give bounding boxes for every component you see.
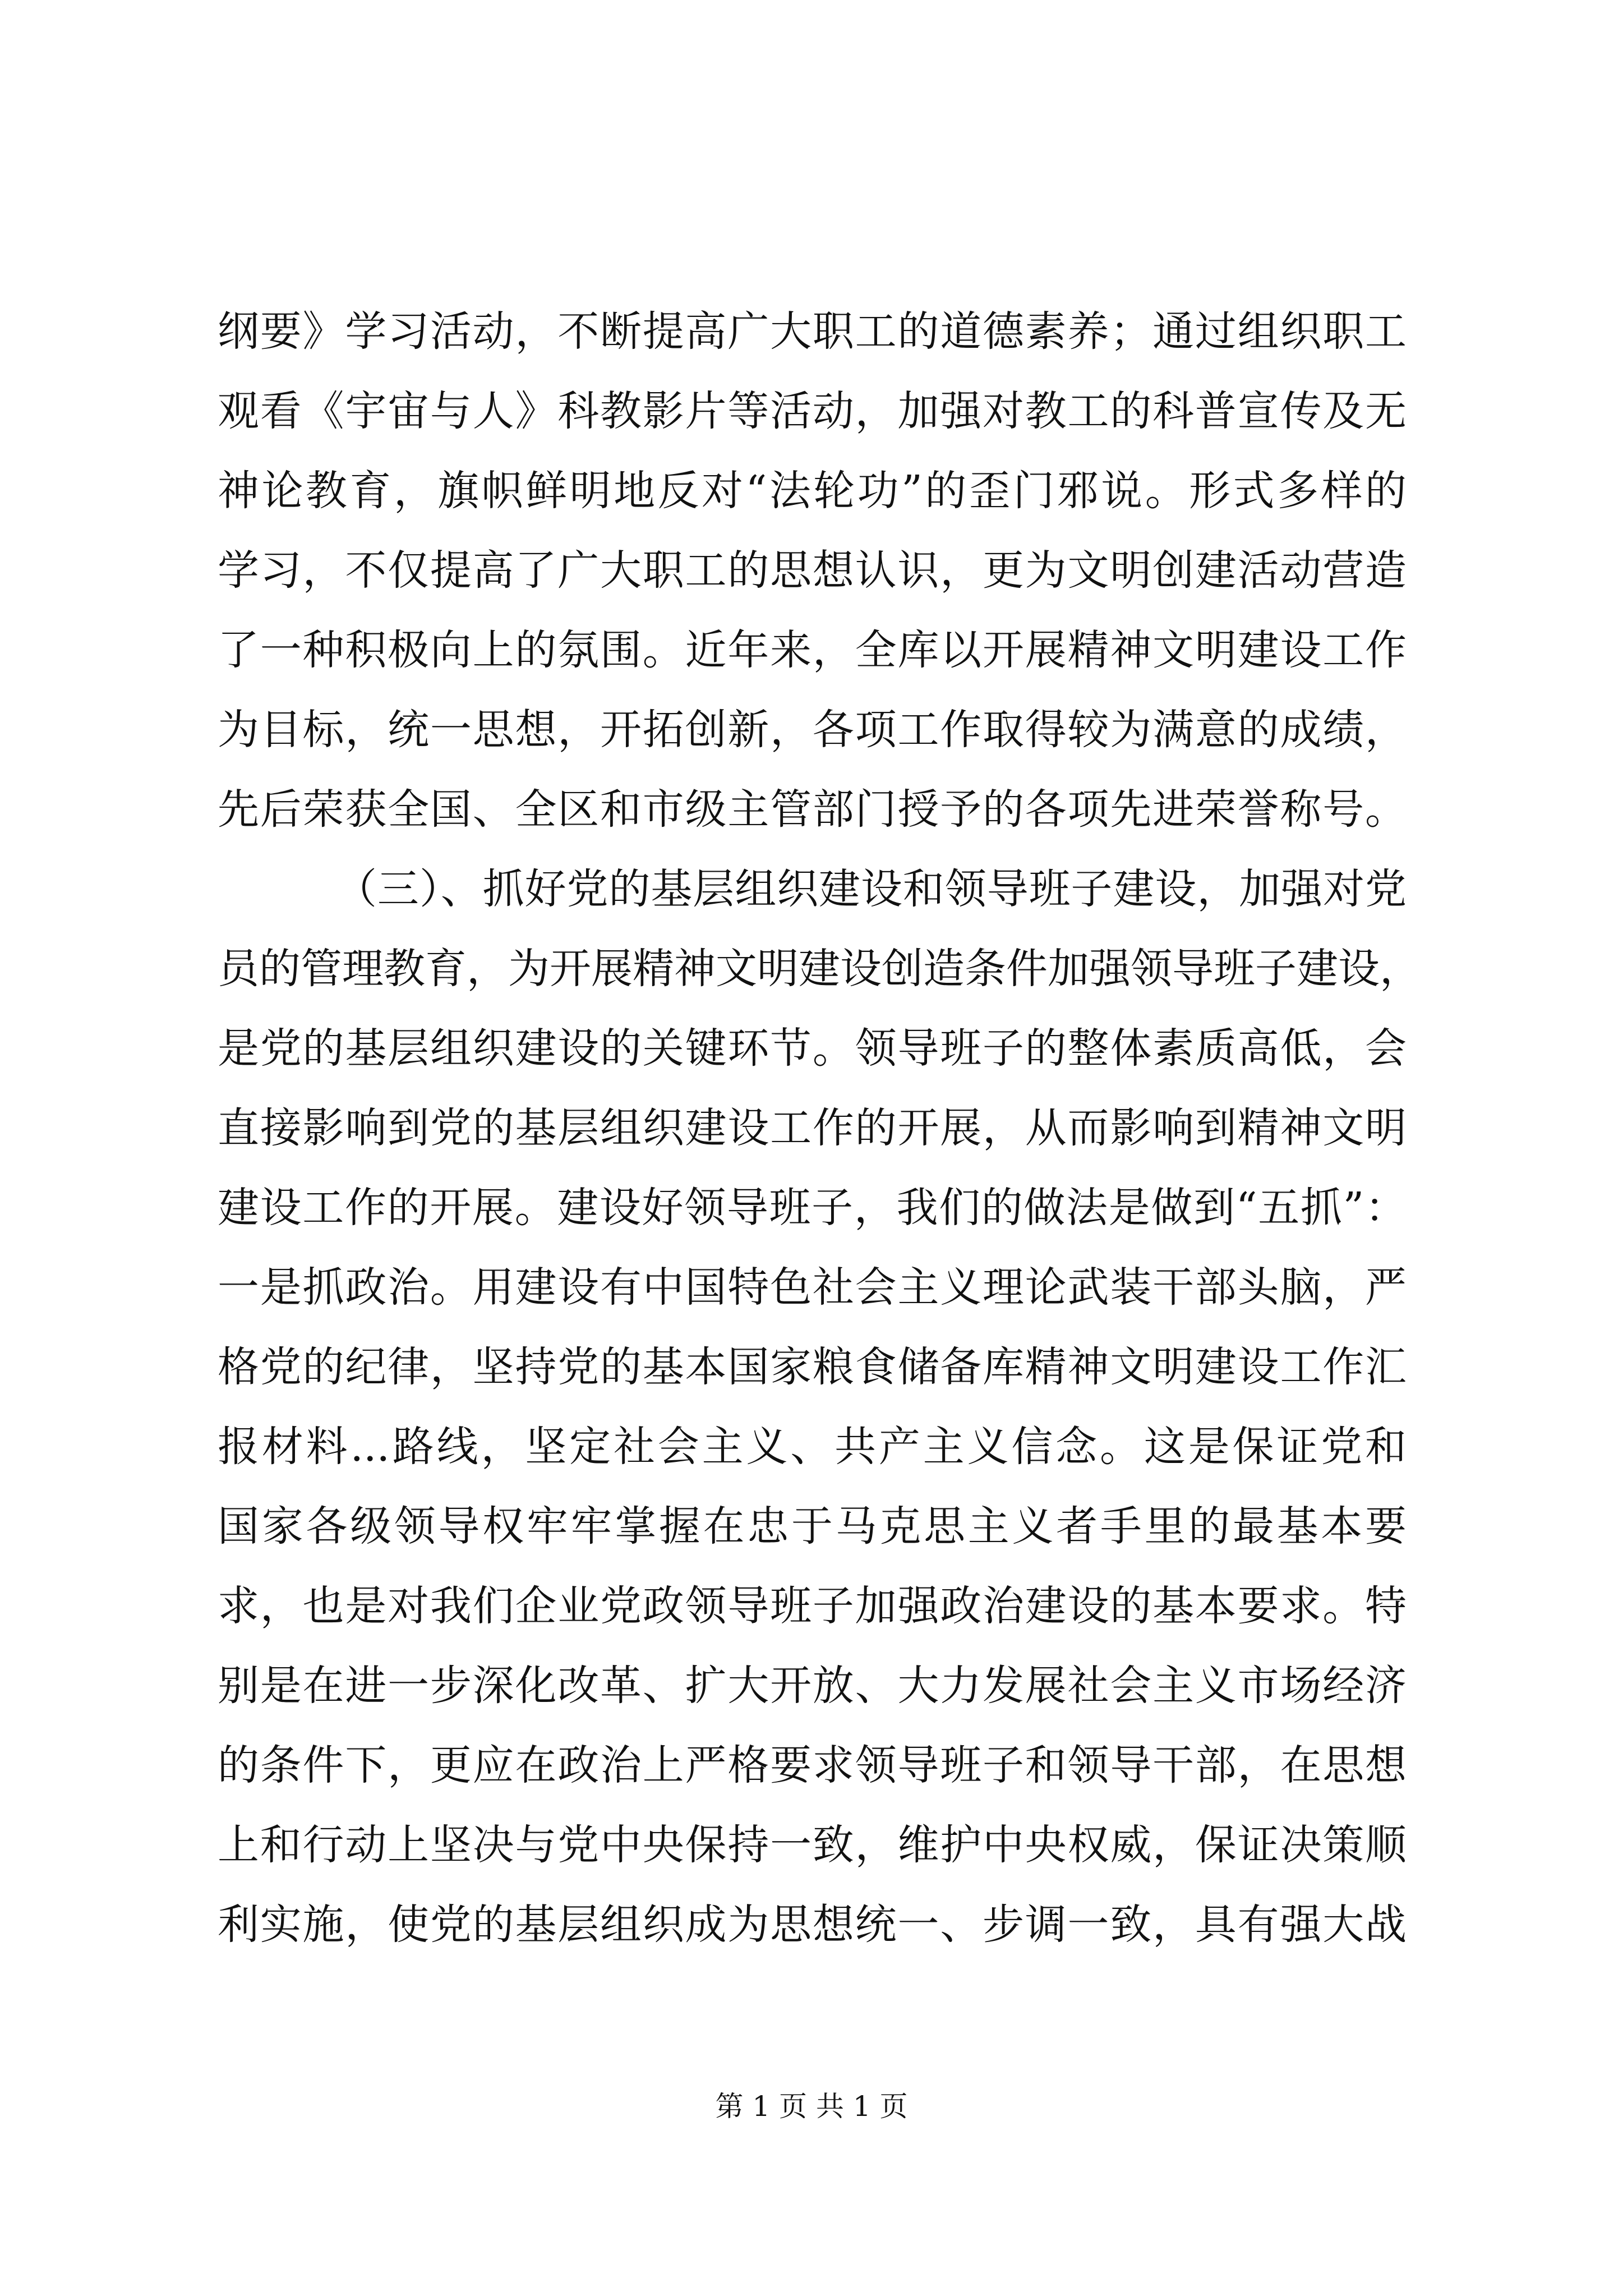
text-line: 观看《宇宙与人》科教影片等活动，加强对教工的科普宣传及无 <box>218 387 1407 435</box>
text-line: 报材料...路线，坚定社会主义、共产主义信念。这是保证党和 <box>218 1423 1407 1471</box>
text-line: 了一种积极向上的氛围。近年来，全库以开展精神文明建设工作 <box>218 626 1407 674</box>
text-line: 为目标，统一思想，开拓创新，各项工作取得较为满意的成绩， <box>218 706 1407 754</box>
text-line: 求，也是对我们企业党政领导班子加强政治建设的基本要求。特 <box>218 1582 1407 1630</box>
text-line: 一是抓政治。用建设有中国特色社会主义理论武装干部头脑，严 <box>218 1263 1407 1312</box>
text-line: 建设工作的开展。建设好领导班子，我们的做法是做到“五抓”： <box>218 1184 1407 1232</box>
text-line: 的条件下，更应在政治上严格要求领导班子和领导干部，在思想 <box>218 1741 1407 1789</box>
text-line: 格党的纪律，坚持党的基本国家粮食储备库精神文明建设工作汇 <box>218 1343 1407 1391</box>
text-line: 神论教育，旗帜鲜明地反对“法轮功”的歪门邪说。形式多样的 <box>218 467 1407 515</box>
text-line: 直接影响到党的基层组织建设工作的开展，从而影响到精神文明 <box>218 1104 1407 1152</box>
page-footer <box>0 2087 1623 2126</box>
text-line: 员的管理教育，为开展精神文明建设创造条件加强领导班子建设， <box>218 945 1421 993</box>
text-line: 先后荣获全国、全区和市级主管部门授予的各项先进荣誉称号。 <box>218 785 1407 834</box>
page-number-label: 第 1 页 共 1 页 <box>715 2090 908 2123</box>
text-line: 国家各级领导权牢牢掌握在忠于马克思主义者手里的最基本要 <box>218 1502 1407 1550</box>
text-line: 学习，不仅提高了广大职工的思想认识，更为文明创建活动营造 <box>218 546 1407 595</box>
text-line: 别是在进一步深化改革、扩大开放、大力发展社会主义市场经济 <box>218 1662 1407 1710</box>
section-heading-line: （三）、抓好党的基层组织建设和领导班子建设，加强对党 <box>335 865 1407 913</box>
text-line: 利实施，使党的基层组织成为思想统一、步调一致，具有强大战 <box>218 1901 1407 1949</box>
text-line: 是党的基层组织建设的关键环节。领导班子的整体素质高低，会 <box>218 1024 1407 1073</box>
text-line: 上和行动上坚决与党中央保持一致，维护中央权威，保证决策顺 <box>218 1821 1407 1869</box>
body-text <box>218 292 1421 1964</box>
text-line: 纲要》学习活动，不断提高广大职工的道德素养；通过组织职工 <box>218 307 1407 356</box>
